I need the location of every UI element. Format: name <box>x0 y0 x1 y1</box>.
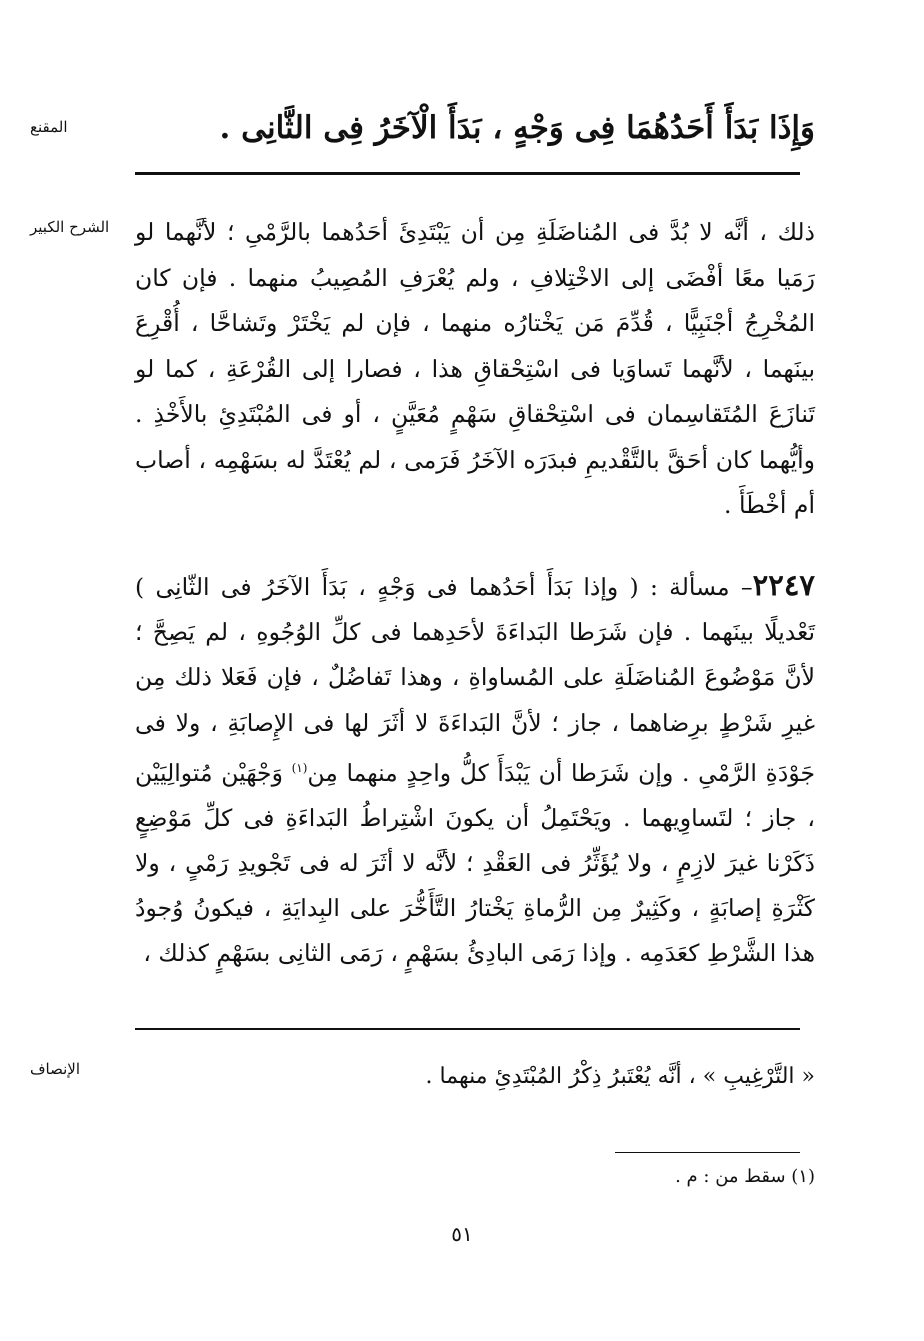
divider-insaf <box>135 1028 800 1030</box>
sharh-paragraph-2b: وَجْهَيْن مُتوالِيَيْن ، جاز ؛ لتَساوِيهما . ويَحْتَمِلُ أن يكونَ اشْتِراطُ البَداءَةِ فى كلِّ مَوْضِعٍ ذَكَرْنا غيرَ لازِمٍ ، ولا يُؤَثِّرُ فى العَقْدِ ؛ لأنَّه لا أثَرَ له فى تَجْويدِ رَمْىٍ ، ولا كَثْرَةِ إصابَةٍ ، وكَثِيرٌ مِن الرُّماةِ يَخْتارُ التَّأَخُّرَ على البِدايَةِ ، فيكونُ وُجودُ هذا الشَّرْطِ كعَدَمِه . وإذا رَمَى البادِئُ بسَهْمٍ ، رَمَى الثانِى بسَهْمٍ كذلك ، <box>135 758 815 968</box>
page-number: ٥١ <box>451 1222 473 1246</box>
margin-label-insaf: الإنصاف <box>30 1060 81 1078</box>
sharh-paragraph-2 <box>135 563 815 977</box>
divider-matn <box>135 172 800 175</box>
margin-label-sharh: الشرح الكبير <box>30 218 110 236</box>
matn-text: وَإِذَا بَدَأَ أَحَدُهُمَا فِى وَجْهٍ ، بَدَأَ الْآخَرُ فِى الثَّانِى . <box>219 110 815 146</box>
sharh-paragraph-1: ذلك ، أنَّه لا بُدَّ فى المُناضَلَةِ مِن أن يَبْتَدِئَ أحَدُهما بالرَّمْىِ ؛ لأنَّهما لو رَمَيا معًا أفْضَى إلى الاخْتِلافِ ، ولم يُعْرَفِ المُصِيبُ منهما . فإن كان المُخْرِجُ أجْنَبِيًّا ، قُدِّمَ مَن يَخْتارُه منهما ، فإن لم يَخْتَرْ وتَشاحَّا ، أُقْرِعَ بينَهما ، لأنَّهما تَساوَيا فى اسْتِحْقاقِ هذا ، فصارا إلى القُرْعَةِ ، كما لو تَنازَعَ المُتَقاسِمان فى اسْتِحْقاقِ سَهْمٍ مُعَيَّنٍ ، أو فى المُبْتَدِئِ بالأَخْذِ . وأيُّهما كان أحَقَّ بالتَّقْديمِ فبدَرَه الآخَرُ فَرَمى ، لم يُعْتَدَّ له بسَهْمِه ، أصاب أم أخْطَأَ . <box>135 218 815 519</box>
masala-quote: ( وإذا بَدَأَ أحَدُهما فى وَجْهٍ ، بَدَأَ الآخَرُ فى الثّانِى ) <box>135 573 639 601</box>
footnote-text: (١) سقط من : م . <box>675 1166 815 1187</box>
margin-label-muqni: المقنع <box>30 118 68 136</box>
divider-footnote <box>615 1152 800 1153</box>
footnote-marker: (١) <box>291 760 308 775</box>
insaf-text: « التَّرْغِيبِ » ، أنَّه يُعْتَبرُ ذِكْرُ المُبْتَدِئِ منهما . <box>425 1064 815 1089</box>
sharh-paragraph-2a: تَعْديلًا بينَهما . فإن شَرَطا البَداءَةَ لأحَدِهما فى كلِّ الوُجُوهِ ، لم يَصِحَّ ؛ لأنَّ مَوْضُوعَ المُناضَلَةِ على المُساواةِ ، وهذا تَفاضُلٌ ، فإن فَعَلا ذلك مِن غيرِ شَرْطٍ برِضاهما ، جاز ؛ لأنَّ البَداءَةَ لا أثَرَ لها فى الإِصابَةِ ، ولا فى جَوْدَةِ الرَّمْىِ . وإن شَرَطا أن يَبْدَأَ كلُّ واحِدٍ منهما مِن <box>135 618 815 787</box>
masala-label: – مسألة : <box>638 573 753 601</box>
masala-number: ٢٢٤٧ <box>752 568 815 602</box>
